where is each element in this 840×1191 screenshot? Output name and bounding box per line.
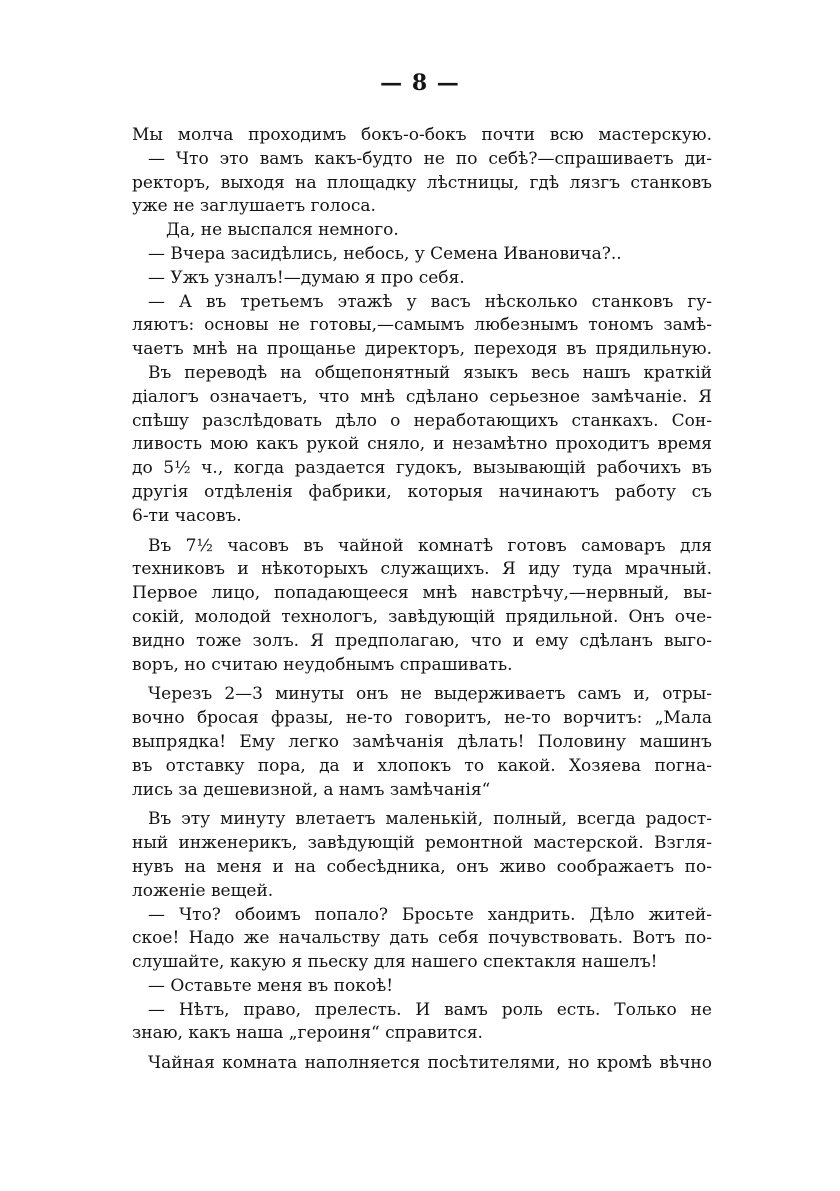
text-line: Черезъ 2—3 минуты онъ не выдерживаетъ самъ и, отры-: [148, 684, 712, 705]
text-line: ный инженерикъ, завѣдующій ремонтной мастерской. Взгля-: [132, 833, 712, 854]
text-line: Чайная комната наполняется посѣтителями, но кромѣ вѣчно: [148, 1053, 712, 1074]
text-line: вочно бросая фразы, не-то говоритъ, не-то ворчитъ: „Мала: [132, 708, 712, 729]
text-line: — Ужъ узналъ!—думаю я про себя.: [148, 267, 465, 288]
text-line: воръ, но считаю неудобнымъ спрашивать.: [132, 654, 513, 675]
text-line: уже не заглушаетъ голоса.: [132, 196, 376, 217]
text-line: выпрядка! Ему легко замѣчанія дѣлать! Половину машинъ: [132, 731, 712, 752]
text-line: ское! Надо же начальству дать себя почувствовать. Вотъ по-: [132, 928, 712, 949]
text-line: ректоръ, выходя на площадку лѣстницы, гдѣ лязгъ станковъ: [132, 172, 712, 193]
text-line: — Что это вамъ какъ-будто не по себѣ?—спрашиваетъ ди-: [148, 148, 712, 169]
text-line: 6-ти часовъ.: [132, 505, 242, 526]
text-line: ливость мою какъ рукой сняло, и незамѣтно проходитъ время: [132, 434, 712, 455]
text-line: ложеніе вещей.: [132, 880, 274, 901]
text-line: Первое лицо, попадающееся мнѣ навстрѣчу,—нервный, вы-: [132, 583, 712, 604]
text-line: Да, не выспался немного.: [166, 220, 399, 241]
text-line: Мы молча проходимъ бокъ-о-бокъ почти всю мастерскую.: [132, 125, 712, 145]
text-line: лись за дешевизной, а намъ замѣчанія“: [132, 779, 491, 800]
text-line: сокій, молодой технологъ, завѣдующій прядильной. Онъ оче-: [132, 606, 712, 627]
text-line: слушайте, какую я пьеску для нашего спектакля нашелъ!: [132, 952, 658, 973]
text-line: чаетъ мнѣ на прощанье директоръ, переходя въ прядильную.: [132, 339, 712, 360]
text-line: нувъ на меня и на собесѣдника, онъ живо соображаетъ по-: [132, 856, 712, 877]
text-line: — А въ третьемъ этажѣ у васъ нѣсколько станковъ гу-: [148, 291, 712, 312]
text-line: видно тоже золъ. Я предполагаю, что и ему сдѣланъ выго-: [132, 630, 712, 651]
text-line: Въ эту минуту влетаетъ маленькій, полный, всегда радост-: [148, 809, 712, 830]
text-line: другія отдѣленія фабрики, которыя начинаютъ работу съ: [132, 481, 712, 502]
text-line: до 5½ ч., когда раздается гудокъ, вызывающій рабочихъ въ: [132, 458, 712, 479]
text-line: — Оставьте меня въ покоѣ!: [148, 975, 394, 996]
text-line: спѣшу разслѣдовать дѣло о неработающихъ станкахъ. Сон-: [132, 410, 712, 431]
text-line: техниковъ и нѣкоторыхъ служащихъ. Я иду туда мрачный.: [132, 559, 712, 580]
text-line: — Нѣтъ, право, прелесть. И вамъ роль есть. Только не: [148, 999, 712, 1020]
text-line: Въ переводѣ на общепонятный языкъ весь нашъ краткій: [148, 362, 712, 383]
text-line: знаю, какъ наша „героиня“ справится.: [132, 1023, 483, 1044]
text-line: діалогъ означаетъ, что мнѣ сдѣлано серьезное замѣчаніе. Я: [132, 386, 712, 407]
text-line: ляютъ: основы не готовы,—самымъ любезнымъ тономъ замѣ-: [132, 315, 712, 336]
text-line: — Что? обоимъ попало? Бросьте хандрить. Дѣло житей-: [148, 904, 712, 925]
text-line: — Вчера засидѣлись, небось, у Семена Ивановича?..: [148, 243, 622, 264]
page-number: — 8 —: [380, 70, 460, 96]
body-text: [132, 124, 712, 1076]
text-line: въ отставку пора, да и хлопокъ то какой. Хозяева погна-: [132, 755, 712, 776]
text-line: Въ 7½ часовъ въ чайной комнатѣ готовъ самоваръ для: [148, 535, 712, 556]
